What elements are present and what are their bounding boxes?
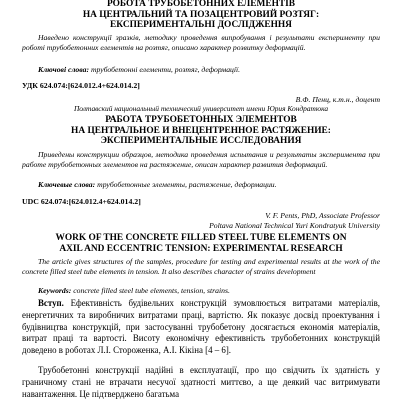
english-title: WORK OF THE CONCRETE FILLED STEEL TUBE ELEMENTS ON AXIL AND ECCENTRIC TENSION: EXPERIMENTAL RESEARCH: [55, 233, 347, 254]
russian-udc: УДК 624.074:[624.012.4+624.014.2]: [22, 81, 140, 90]
english-udc: UDC 624.074:[624.012.4+624.014.2]: [22, 197, 141, 206]
introduction-paragraph: [22, 298, 380, 357]
ukrainian-title: РОБОТА ТРУБОБЕТОННИХ ЕЛЕМЕНТІВ НА ЦЕНТРАЛЬНИЙ ТА ПОЗАЦЕНТРОВИЙ РОЗТЯГ: ЕКСПЕРИМЕНТАЛЬНІ ДОСЛІДЖЕННЯ: [82, 0, 320, 30]
english-keywords-label: Keywords:: [38, 286, 72, 295]
russian-keywords-text: трубобетонные элементы, растяжение, деформации.: [97, 180, 277, 189]
introduction-label: Вступ.: [38, 298, 64, 308]
english-abstract: The article gives structures of the samples, procedure for testing and experimental results at the work of the concrete filled steel tube elements in tension. It also describes character of strains development: [22, 257, 380, 276]
russian-keywords: [22, 180, 380, 190]
ukrainian-keywords-text: трубобетонні елементи, розтяг, деформації.: [90, 65, 241, 74]
ukrainian-keywords: [22, 65, 380, 75]
russian-keywords-label: Ключевые слова:: [38, 180, 96, 189]
russian-affiliation: Полтавский национальный технический университет имени Юрия Кондратюка: [73, 104, 329, 113]
introduction-text: Ефективність будівельних конструкцій зумовлюється витратами матеріалів, енергетичних та виробничих витратами праці, вартістю. Як показує досвід проектування і будівництва конструкцій, при застосуванні трубобетону досягається економія матеріалів, витрат праці та вартості. Висоту економічну ефективність трубобетонних конструкцій доведено в роботах Л.І. Стороженка, А.І. Кікіна [4 – 6].: [22, 298, 380, 356]
english-keywords: [22, 286, 380, 296]
english-affiliation: Poltava National Technical Yuri Kondratyuk University: [209, 221, 380, 230]
russian-title: РАБОТА ТРУБОБЕТОННЫХ ЭЛЕМЕНТОВ НА ЦЕНТРАЛЬНОЕ И ВНЕЦЕНТРЕННОЕ РАСТЯЖЕНИЕ: ЭКСПЕРИМЕНТАЛЬНЫЕ ИССЛЕДОВАНИЯ: [71, 115, 331, 146]
body-paragraph-2: Трубобетонні конструкції надійні в експлуатації, про що свідчить їх здатність у граничному стані не втрачати несучої здатності миттєво, а ще деякий час витримувати навантаження. Це підтверджено багатьма: [22, 365, 380, 399]
ukrainian-abstract: Наведено конструкції зразків, методику проведення випробування і результати експерименту при роботі трубобетонних елементів на розтяг, описано характер розвитку деформацій.: [22, 33, 380, 52]
english-keywords-text: concrete filled steel tube elements, tension, strains.: [73, 286, 230, 295]
ukrainian-keywords-label: Ключові слова:: [38, 65, 90, 74]
russian-abstract: Приведены конструкции образцов, методика проведения испытания и результаты эксперимента при работе трубобетонных элементов на растяжение, описан характер развития деформаций.: [22, 150, 380, 169]
russian-author: В.Ф. Пенц, к.т.н., доцент: [295, 95, 380, 104]
english-author: V. F. Pents, PhD, Associate Professor: [265, 211, 380, 220]
